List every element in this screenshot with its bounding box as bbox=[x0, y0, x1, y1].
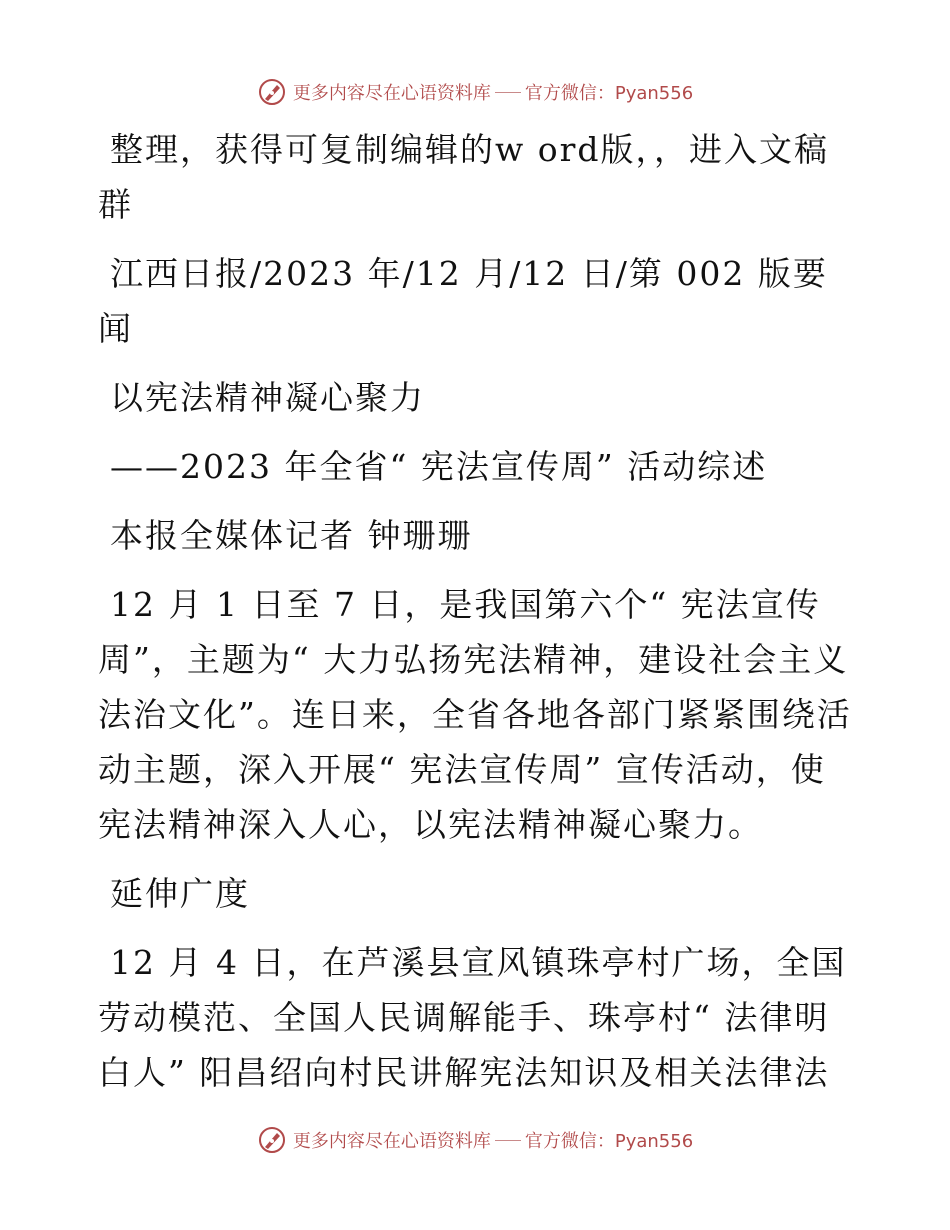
feather-pen-logo-icon bbox=[257, 1125, 287, 1155]
byline: 本报全媒体记者 钟珊珊 bbox=[110, 516, 473, 555]
feather-pen-logo-icon bbox=[257, 77, 287, 107]
header-banner bbox=[0, 72, 950, 112]
article-subtitle: ——2023 年全省“ 宪法宣传周” 活动综述 bbox=[110, 447, 768, 486]
paragraph: 12 月 1 日至 7 日，是我国第六个“ 宪法宣传周”，主题为“ 大力弘扬宪法精神，建设社会主义法治文化”。连日来，全省各地各部门紧紧围绕活动主题，深入开展“ 宪法宣传周” 宣传活动，使宪法精神深入人心，以宪法精神凝心聚力。 bbox=[98, 585, 852, 844]
footer-banner bbox=[0, 1120, 950, 1160]
document-body bbox=[98, 122, 858, 1114]
paragraph: 12 月 4 日，在芦溪县宣风镇珠亭村广场，全国劳动模范、全国人民调解能手、珠亭村“ 法律明白人” 阳昌绍向村民讲解宪法知识及相关法律法 bbox=[98, 943, 847, 1092]
banner-wechat: 官方微信：Pyan556 bbox=[524, 1131, 694, 1152]
banner-divider bbox=[495, 92, 521, 93]
banner-text: 更多内容尽在心语资料库 bbox=[292, 83, 491, 104]
banner-divider bbox=[495, 1140, 521, 1141]
section-heading: 延伸广度 bbox=[110, 874, 250, 913]
banner-wechat: 官方微信：Pyan556 bbox=[524, 83, 694, 104]
article-title: 以宪法精神凝心聚力 bbox=[110, 378, 425, 417]
paragraph: 整理，获得可复制编辑的w ord版，，进入文稿群 bbox=[98, 130, 830, 224]
paragraph: 江西日报/2023 年/12 月/12 日/第 002 版要闻 bbox=[98, 254, 828, 348]
banner-text: 更多内容尽在心语资料库 bbox=[292, 1131, 491, 1152]
